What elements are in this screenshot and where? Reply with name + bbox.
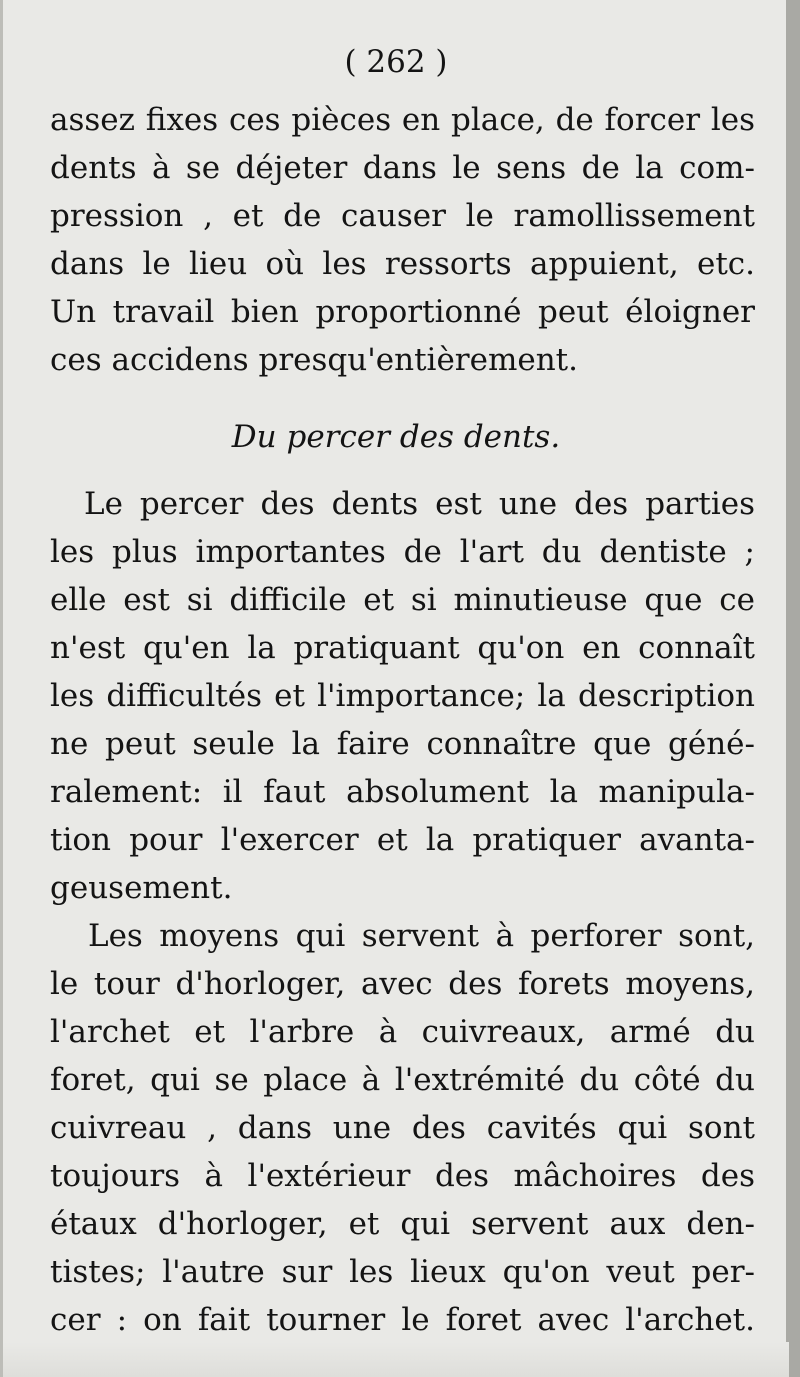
text-line: tistes; l'autre sur les lieux qu'on veut per- xyxy=(50,1254,755,1290)
page-number: ( 262 ) xyxy=(344,44,448,80)
text-line: Le percer des dents est une des parties xyxy=(84,486,755,522)
text-line: les difficultés et l'importance; la description xyxy=(50,678,755,714)
text-line: tion pour l'exercer et la pratiquer avanta- xyxy=(50,822,755,858)
text-line: ne peut seule la faire connaître que géné- xyxy=(50,726,755,762)
text-line: étaux d'horloger, et qui servent aux den- xyxy=(50,1206,755,1242)
paragraph-1 xyxy=(50,96,755,384)
text-line: geusement. xyxy=(50,870,233,906)
text-line: dents à se déjeter dans le sens de la com- xyxy=(50,150,755,186)
section-heading: Du percer des dents. xyxy=(231,419,561,455)
text-line: cuivreau , dans une des cavités qui sont xyxy=(50,1110,755,1146)
text-line: l'archet et l'arbre à cuivreaux, armé du xyxy=(50,1014,755,1050)
bottom-margin xyxy=(3,1342,789,1377)
text-line: pression , et de causer le ramollissement xyxy=(50,198,755,234)
text-line: elle est si difficile et si minutieuse que ce xyxy=(50,582,755,618)
text-line: n'est qu'en la pratiquant qu'on en connaît xyxy=(50,630,755,666)
text-line: Les moyens qui servent à perforer sont, xyxy=(88,918,755,954)
text-line: le tour d'horloger, avec des forets moyens, xyxy=(50,966,755,1002)
text-line: cer : on fait tourner le foret avec l'archet. xyxy=(50,1302,755,1338)
text-line: ces accidens presqu'entièrement. xyxy=(50,342,578,378)
text-line: les plus importantes de l'art du dentiste ; xyxy=(50,534,755,570)
text-line: foret, qui se place à l'extrémité du côté du xyxy=(50,1062,755,1098)
paragraph-3 xyxy=(50,912,755,1344)
text-line: ralement: il faut absolument la manipula- xyxy=(50,774,755,810)
text-line: assez fixes ces pièces en place, de forcer les xyxy=(50,102,755,138)
text-line: dans le lieu où les ressorts appuient, etc. xyxy=(50,246,755,282)
text-line: toujours à l'extérieur des mâchoires des xyxy=(50,1158,755,1194)
text-line: Un travail bien proportionné peut éloigner xyxy=(50,294,755,330)
paragraph-2 xyxy=(50,480,755,912)
